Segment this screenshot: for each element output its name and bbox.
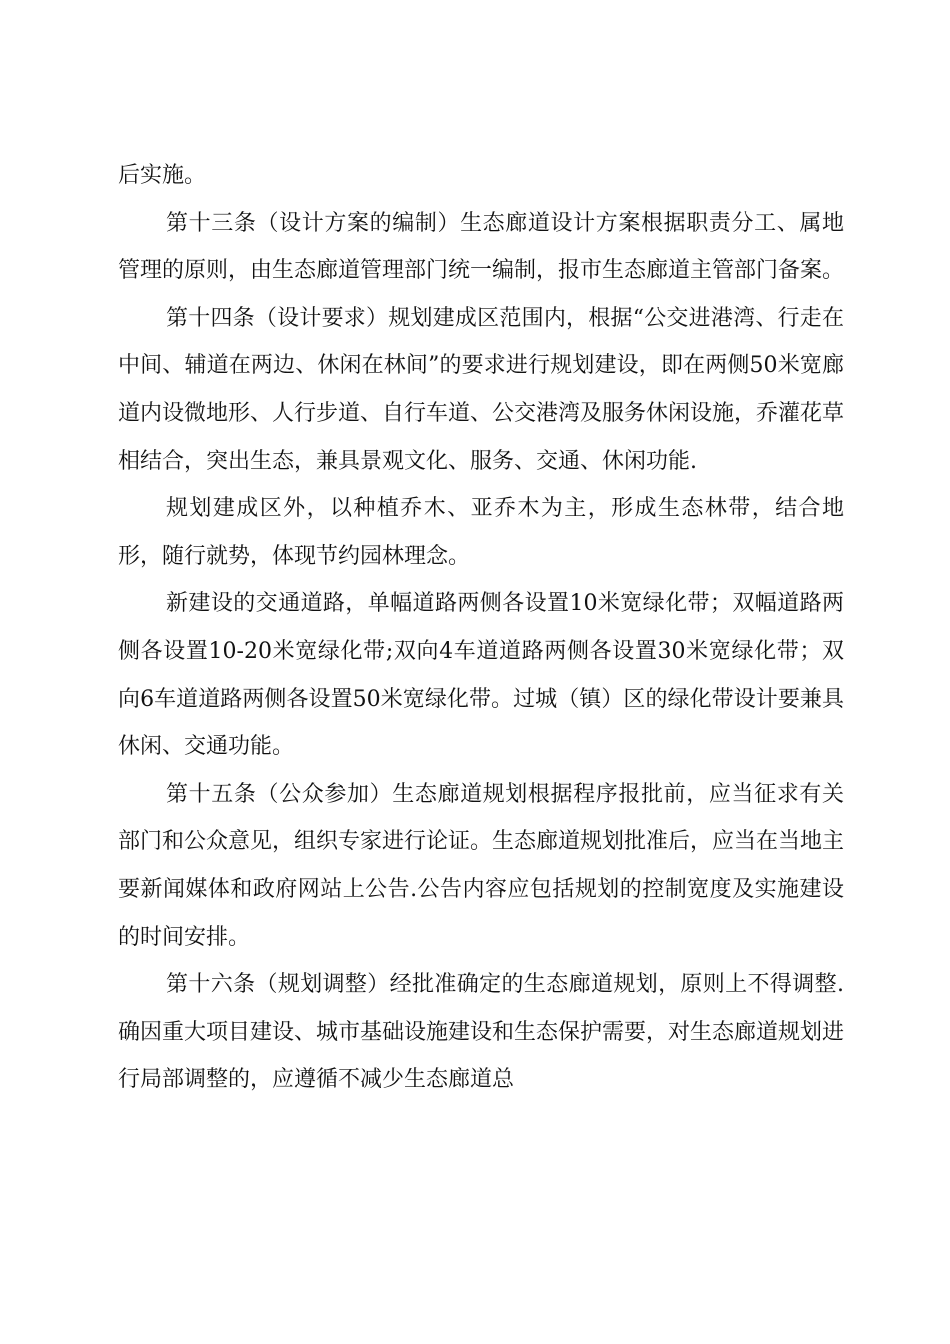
article-13-paragraph: 第十三条（设计方案的编制）生态廊道设计方案根据职责分工、属地管理的原则，由生态廊道管理部门统一编制，报市生态廊道主管部门备案。 bbox=[118, 210, 845, 284]
planning-outside-paragraph: 规划建成区外，以种植乔木、亚乔木为主，形成生态林带，结合地形，随行就势，体现节约园林理念。 bbox=[118, 496, 844, 569]
paragraph-continuation: 后实施。 bbox=[118, 163, 207, 188]
new-roads-paragraph: 新建设的交通道路，单幅道路两侧各设置10米宽绿化带；双幅道路两侧各设置10-20米宽绿化带;双向4车道道路两侧各设置30米宽绿化带；双向6车道道路两侧各设置50米宽绿化带。过城（镇）区的绿化带设计要兼具休闲、交通功能。 bbox=[118, 591, 844, 760]
article-16-paragraph: 第十六条（规划调整）经批准确定的生态廊道规划，原则上不得调整.确因重大项目建设、城市基础设施建设和生态保护需要，对生态廊道规划进行局部调整的，应遵循不减少生态廊道总 bbox=[118, 972, 845, 1093]
article-15-paragraph: 第十五条（公众参加）生态廊道规划根据程序报批前，应当征求有关部门和公众意见，组织专家进行论证。生态廊道规划批准后，应当在当地主要新闻媒体和政府网站上公告.公告内容应包括规划的控制宽度及实施建设的时间安排。 bbox=[118, 781, 845, 950]
article-14-paragraph: 第十四条（设计要求）规划建成区范围内，根据“公交进港湾、行走在中间、辅道在两边、休闲在林间”的要求进行规划建设，即在两侧50米宽廊道内设微地形、人行步道、自行车道、公交港湾及服务休闲设施，乔灌花草相结合，突出生态，兼具景观文化、服务、交通、休闲功能. bbox=[118, 305, 845, 474]
document-body bbox=[118, 152, 844, 1104]
